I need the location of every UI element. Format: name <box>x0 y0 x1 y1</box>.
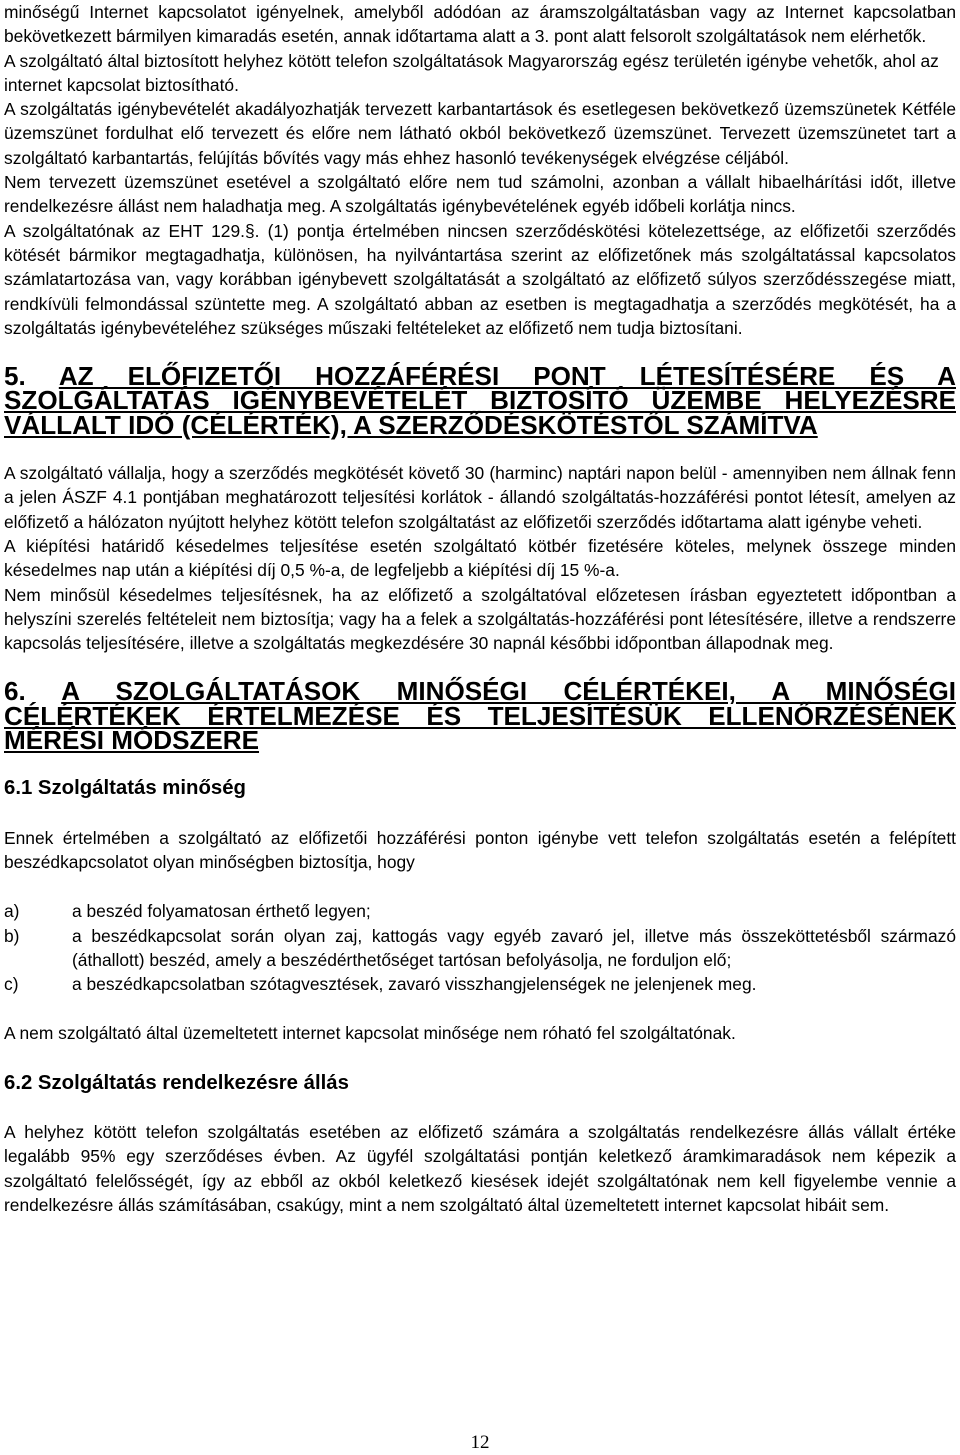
section-5-paragraph-1: A szolgáltató vállalja, hogy a szerződés megkötését követő 30 (harminc) naptári napon belül - amennyiben nem állnak fenn a jelen ÁSZF 4.1 pontjában meghatározott teljesítési korlátok - állandó szolgáltatás-hozzáférési pontot létesít, amelyen az előfizető a hálózaton nyújtott helyhez kötött telefon szolgáltatást az előfizetői szerződés időtartama alatt igénybe veheti. <box>4 463 956 532</box>
section-6-2-paragraph-1: A helyhez kötött telefon szolgáltatás esetében az előfizető számára a szolgáltatás rendelkezésre állás vállalt értéke legalább 95% egy szerződéses évben. Az ügyfél szolgáltatási pontján keletkező áramkimaradások nem képezik a szolgáltató felelősségét, így az ebből az okból keletkező kiesések idejét szolgáltatónak nem kell figyelembe vennie a rendelkezésre állás számításában, csakúgy, mint a nem szolgáltató által üzemeltetett internet kapcsolat hibáit sem. <box>4 1121 956 1215</box>
spacer <box>4 752 956 776</box>
list-item <box>4 899 956 923</box>
spacer <box>4 996 956 1021</box>
list-item-marker: c) <box>4 974 19 995</box>
list-item-text: a beszéd folyamatosan érthető legyen; <box>72 901 371 922</box>
spacer <box>4 874 956 899</box>
section-6-1-closing: A nem szolgáltató által üzemeltetett internet kapcsolat minősége nem róható fel szolgáltatónak. <box>4 1023 736 1044</box>
section-5-paragraph-3: Nem minősül késedelmes teljesítésnek, ha az előfizető a szolgáltatóval előzetesen írásban egyeztetett időpontban a helyszíni szerelés feltételeit nem biztosítja; vagy ha a felek a szolgáltatás-hozzáférési pont létesítésére, illetve a rendszerre kapcsolás teljesítésére, illetve a szolgáltatás megkezdésére 30 napnál későbbi időpontban állapodnak meg. <box>4 584 956 654</box>
spacer <box>4 1095 956 1120</box>
section-6-number: 6. <box>4 676 26 707</box>
section-6-title: A SZOLGÁLTATÁSOK MINŐSÉGI CÉLÉRTÉKEI, A MINŐSÉGI CÉLÉRTÉKEK ÉRTELMEZÉSE ÉS TELJESÍTÉSÜK ELLENŐRZÉSÉNEK MÉRÉSI MÓDSZERE <box>4 676 956 756</box>
spacer <box>4 1046 956 1071</box>
section-6-1-heading: 6.1 Szolgáltatás minőség <box>4 777 246 800</box>
section-5-paragraph-2: A kiépítési határidő késedelmes teljesítése esetén szolgáltató kötbér fizetésére köteles, melynek összege minden késedelmes nap után a kiépítési díj 0,5 %-a, de legfeljebb a kiépítési díj 15 %-a. <box>4 535 956 581</box>
intro-paragraph-5: A szolgáltatónak az EHT 129.§. (1) pontja értelmében nincsen szerződéskötési kötelezettsége, az előfizetői szerződés kötését bármikor megtagadhatja, különösen, ha nyilvántartása szerint az előfizetőnek más szolgáltatással kapcsolatos számlatartozása van, vagy korábban igénybevett szolgáltatását a szolgáltató az előfizető súlyos szerződésszegése miatt, rendkívüli felmondással szüntette meg. A szolgáltató abban az esetben is megtagadhatja a szerződés megkötését, ha a szolgáltatás igénybevételéhez szükséges műszaki feltételeket az előfizető nem tudja biztosítani. <box>4 220 956 338</box>
quality-requirements-list <box>4 899 956 996</box>
intro-paragraph-1: minőségű Internet kapcsolatot igényelnek, amelyből adódóan az áramszolgáltatásban vagy az Internet kapcsolatban bekövetkezett bármilyen kimaradás esetén, annak időtartama alatt a 3. pont alatt felsorolt szolgáltatások nem elérhetők. <box>4 2 956 47</box>
spacer <box>4 437 956 461</box>
section-5-title: AZ ELŐFIZETŐI HOZZÁFÉRÉSI PONT LÉTESÍTÉSÉRE ÉS A SZOLGÁLTATÁS IGÉNYBEVÉTELÉT BIZTOSÍTÓ ÜZEMBE HELYEZÉSRE VÁLLALT IDŐ (CÉLÉRTÉK), A SZERZŐDÉSKÖTÉSTŐL SZÁMÍTVA <box>4 361 956 440</box>
list-item-marker: b) <box>4 925 20 946</box>
list-item <box>4 972 956 996</box>
intro-paragraph-4: Nem tervezett üzemszünet esetével a szolgáltató előre nem tud számolni, azonban a vállalt hibaelhárítási időt, illetve rendelkezésre állást nem haladhatja meg. A szolgáltatás igénybevételének egyéb időbeli korlátja nincs. <box>4 172 956 217</box>
page-number: 12 <box>470 1432 490 1453</box>
intro-paragraph-3: A szolgáltatás igénybevételét akadályozhatják tervezett karbantartások és esetlegesen bekövetkező üzemszünetek Kétféle üzemszünet fordulhat elő tervezett és előre nem látható okból bekövetkező üzemszünet. Tervezett üzemszünetet tart a szolgáltató karbantartás, felújítás bővítés vagy más ehhez hasonló tevékenységek elvégzése céljából. <box>4 99 956 168</box>
list-item-marker: a) <box>4 901 20 922</box>
section-5-number: 5. <box>4 361 26 392</box>
list-item <box>4 924 956 973</box>
section-6-1-intro: Ennek értelmében a szolgáltató az előfizetői hozzáférési ponton igénybe vett telefon szolgáltatás esetén a felépített beszédkapcsolatot olyan minőségben biztosítja, hogy <box>4 827 956 872</box>
section-6-2-heading: 6.2 Szolgáltatás rendelkezésre állás <box>4 1071 349 1094</box>
section-6-heading <box>4 676 956 756</box>
list-item-text: a beszédkapcsolatban szótagvesztések, zavaró visszhangjelenségek ne jelenjenek meg. <box>72 974 757 995</box>
intro-paragraph-2: A szolgáltató által biztosított helyhez kötött telefon szolgáltatások Magyarország egész területén igénybe vehetők, ahol az internet kapcsolat biztosítható. <box>4 50 939 95</box>
section-5-heading <box>4 361 956 440</box>
spacer <box>4 801 956 826</box>
list-item-text: a beszédkapcsolat során olyan zaj, kattogás vagy egyéb zavaró jel, illetve más összeköttetésből származó (áthallott) beszéd, amely a beszédérthetőséget tartósan befolyásolja, ne forduljon elő; <box>72 925 956 970</box>
